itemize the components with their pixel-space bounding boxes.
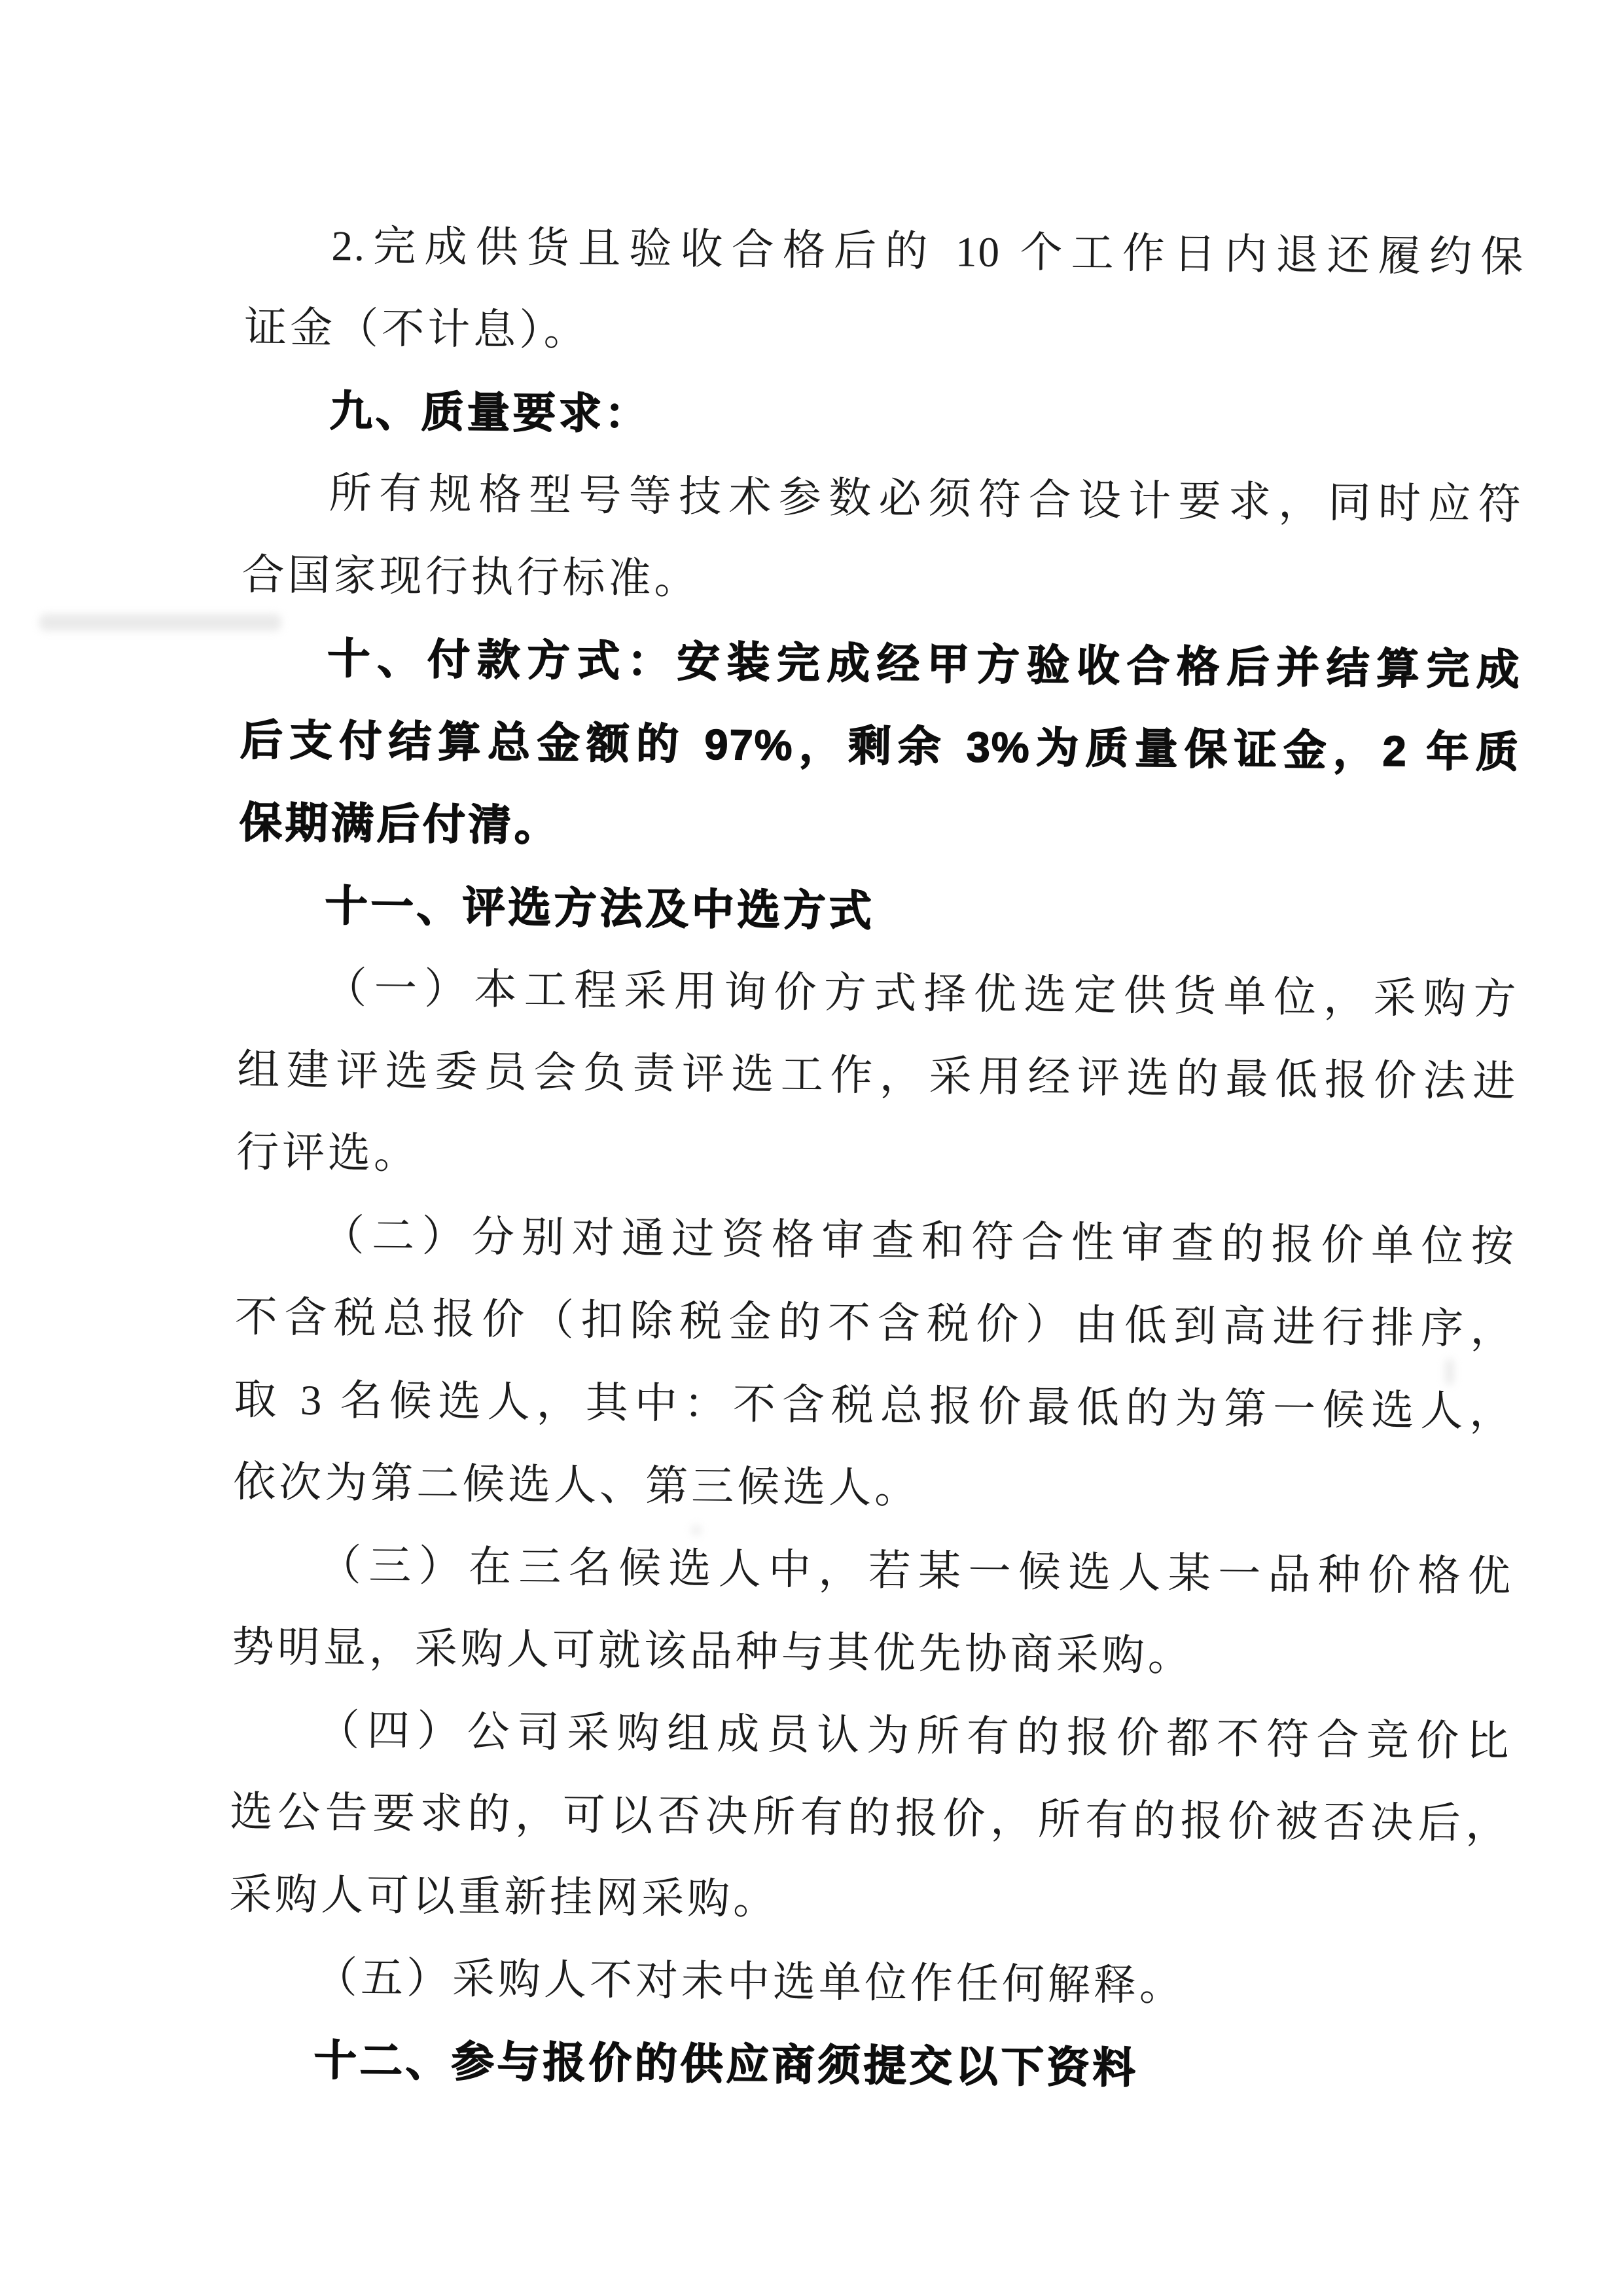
paragraph-line: 取 3 名候选人，其中：不含税总报价最低的为第一候选人，: [234, 1376, 1514, 1436]
section-heading: 十、付款方式：安装完成经甲方验收合格后并结算完成: [327, 634, 1521, 694]
paragraph-line: （四）公司采购组成员认为所有的报价都不符合竞价比: [317, 1707, 1510, 1766]
paragraph-line: 组建评选委员会负责评选工作，采用经评选的最低报价法进: [236, 1046, 1517, 1106]
document-body: [227, 204, 1525, 2113]
section-heading: 十一、评选方法及中选方式: [325, 882, 876, 935]
paragraph-line: 依次为第二候选人、第三候选人。: [232, 1458, 921, 1513]
paragraph-line: 选公告要求的，可以否决所有的报价，所有的报价被否决后，: [230, 1788, 1510, 1848]
paragraph-line: 2.完成供货且验收合格后的 10 个工作日内退还履约保: [331, 223, 1525, 281]
paragraph-line: （一）本工程采用询价方式择优选定供货单位，采购方: [324, 965, 1518, 1024]
paragraph-line: 保期满后付清。: [239, 798, 561, 850]
paragraph-line: 不含税总报价（扣除税金的不含税价）由低到高进行排序，: [234, 1293, 1514, 1354]
paragraph-line: 采购人可以重新挂网采购。: [228, 1871, 779, 1924]
paragraph-line: 行评选。: [236, 1128, 420, 1178]
paragraph-line: （三）在三名候选人中，若某一候选人某一品种价格优: [318, 1542, 1512, 1601]
paragraph-line: 所有规格型号等技术参数必须符合设计要求，同时应符: [329, 470, 1523, 529]
paragraph-line: 势明显，采购人可就该品种与其优先协商采购。: [231, 1623, 1194, 1681]
paragraph-line: （二）分别对通过资格审查和符合性审查的报价单位按: [321, 1212, 1516, 1271]
paragraph-line: 后支付结算总金额的 97%，剩余 3%为质量保证金，2 年质: [240, 715, 1520, 776]
section-heading: 十二、参与报价的供应商须提交以下资料: [313, 2036, 1139, 2092]
paragraph-line: 证金（不计息）。: [243, 304, 590, 355]
paragraph-line: 合国家现行执行标准。: [241, 551, 700, 603]
paragraph-line: （五）采购人不对未中选单位作任何解释。: [314, 1954, 1186, 2010]
section-heading: 九、质量要求：: [329, 387, 651, 438]
